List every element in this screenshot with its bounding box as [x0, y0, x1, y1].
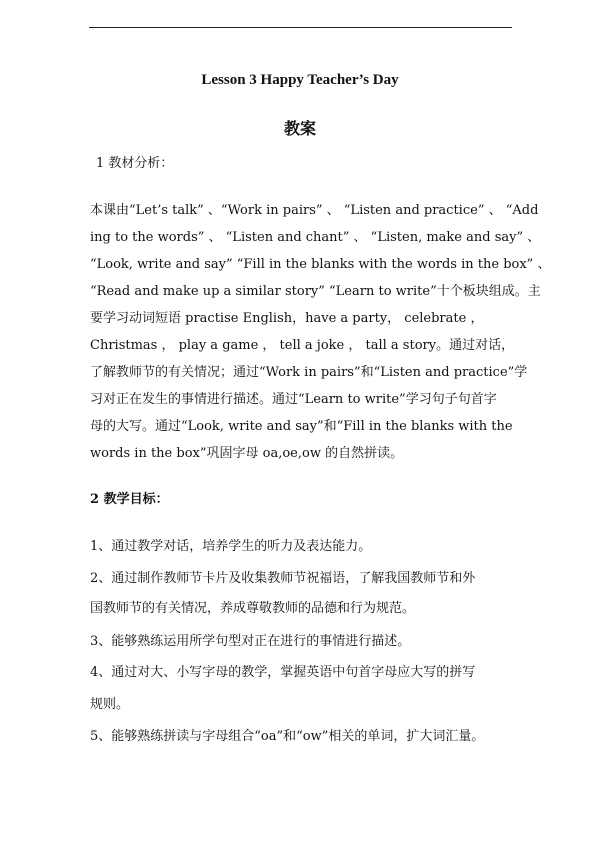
header-rule	[89, 27, 512, 28]
section-2-line: 国教师节的有关情况，养成尊敬教师的品德和行为规范。	[90, 601, 416, 616]
section-2-line: 1、通过教学对话，培养学生的听力及表达能力。	[90, 539, 372, 554]
section-2-label: 2 教学目标：	[90, 492, 169, 507]
section-1-line: 要学习动词短语 practise English，have a party， celebrate ，	[90, 311, 484, 326]
lesson-title: Lesson 3 Happy Teacher’s Day	[201, 72, 399, 88]
section-1-label: 1 教材分析：	[96, 156, 174, 171]
section-1-line: 了解教师节的有关情况；通过“Work in pairs”和“Listen and practice”学	[90, 365, 528, 380]
section-2-line: 2、通过制作教师节卡片及收集教师节祝福语，了解我国教师节和外	[90, 571, 476, 586]
section-1-line: Christmas ， play a game ， tell a joke ， tall a story。通过对话，	[90, 338, 515, 353]
section-1-line: 习对正在发生的事情进行描述。通过“Learn to write”学习句子句首字	[90, 392, 497, 407]
section-1-line: ing to the words” 、 “Listen and chant” 、 “Listen, make and say” 、	[90, 230, 541, 245]
section-1-line: “Look, write and say” “Fill in the blanks with the words in the box” 、	[90, 257, 551, 272]
section-1-line: words in the box”巩固字母 oa,oe,ow 的自然拼读。	[90, 446, 404, 461]
section-1-line: 本课由“Let’s talk” 、“Work in pairs” 、 “Listen and practice” 、 “Add	[90, 203, 539, 218]
section-1-line: 母的大写。通过“Look, write and say”和“Fill in the blanks with the	[90, 419, 513, 434]
section-2-line: 5、能够熟练拼读与字母组合“oa”和“ow”相关的单词，扩大词汇量。	[90, 729, 485, 744]
section-2-line: 3、能够熟练运用所学句型对正在进行的事情进行描述。	[90, 634, 411, 649]
section-2-line: 4、通过对大、小写字母的教学，掌握英语中句首字母应大写的拼写	[90, 665, 476, 680]
section-2-line: 规则。	[90, 697, 130, 712]
document-heading: 教案	[283, 119, 316, 138]
section-1-line: “Read and make up a similar story” “Learn to write”十个板块组成。主	[90, 284, 541, 299]
